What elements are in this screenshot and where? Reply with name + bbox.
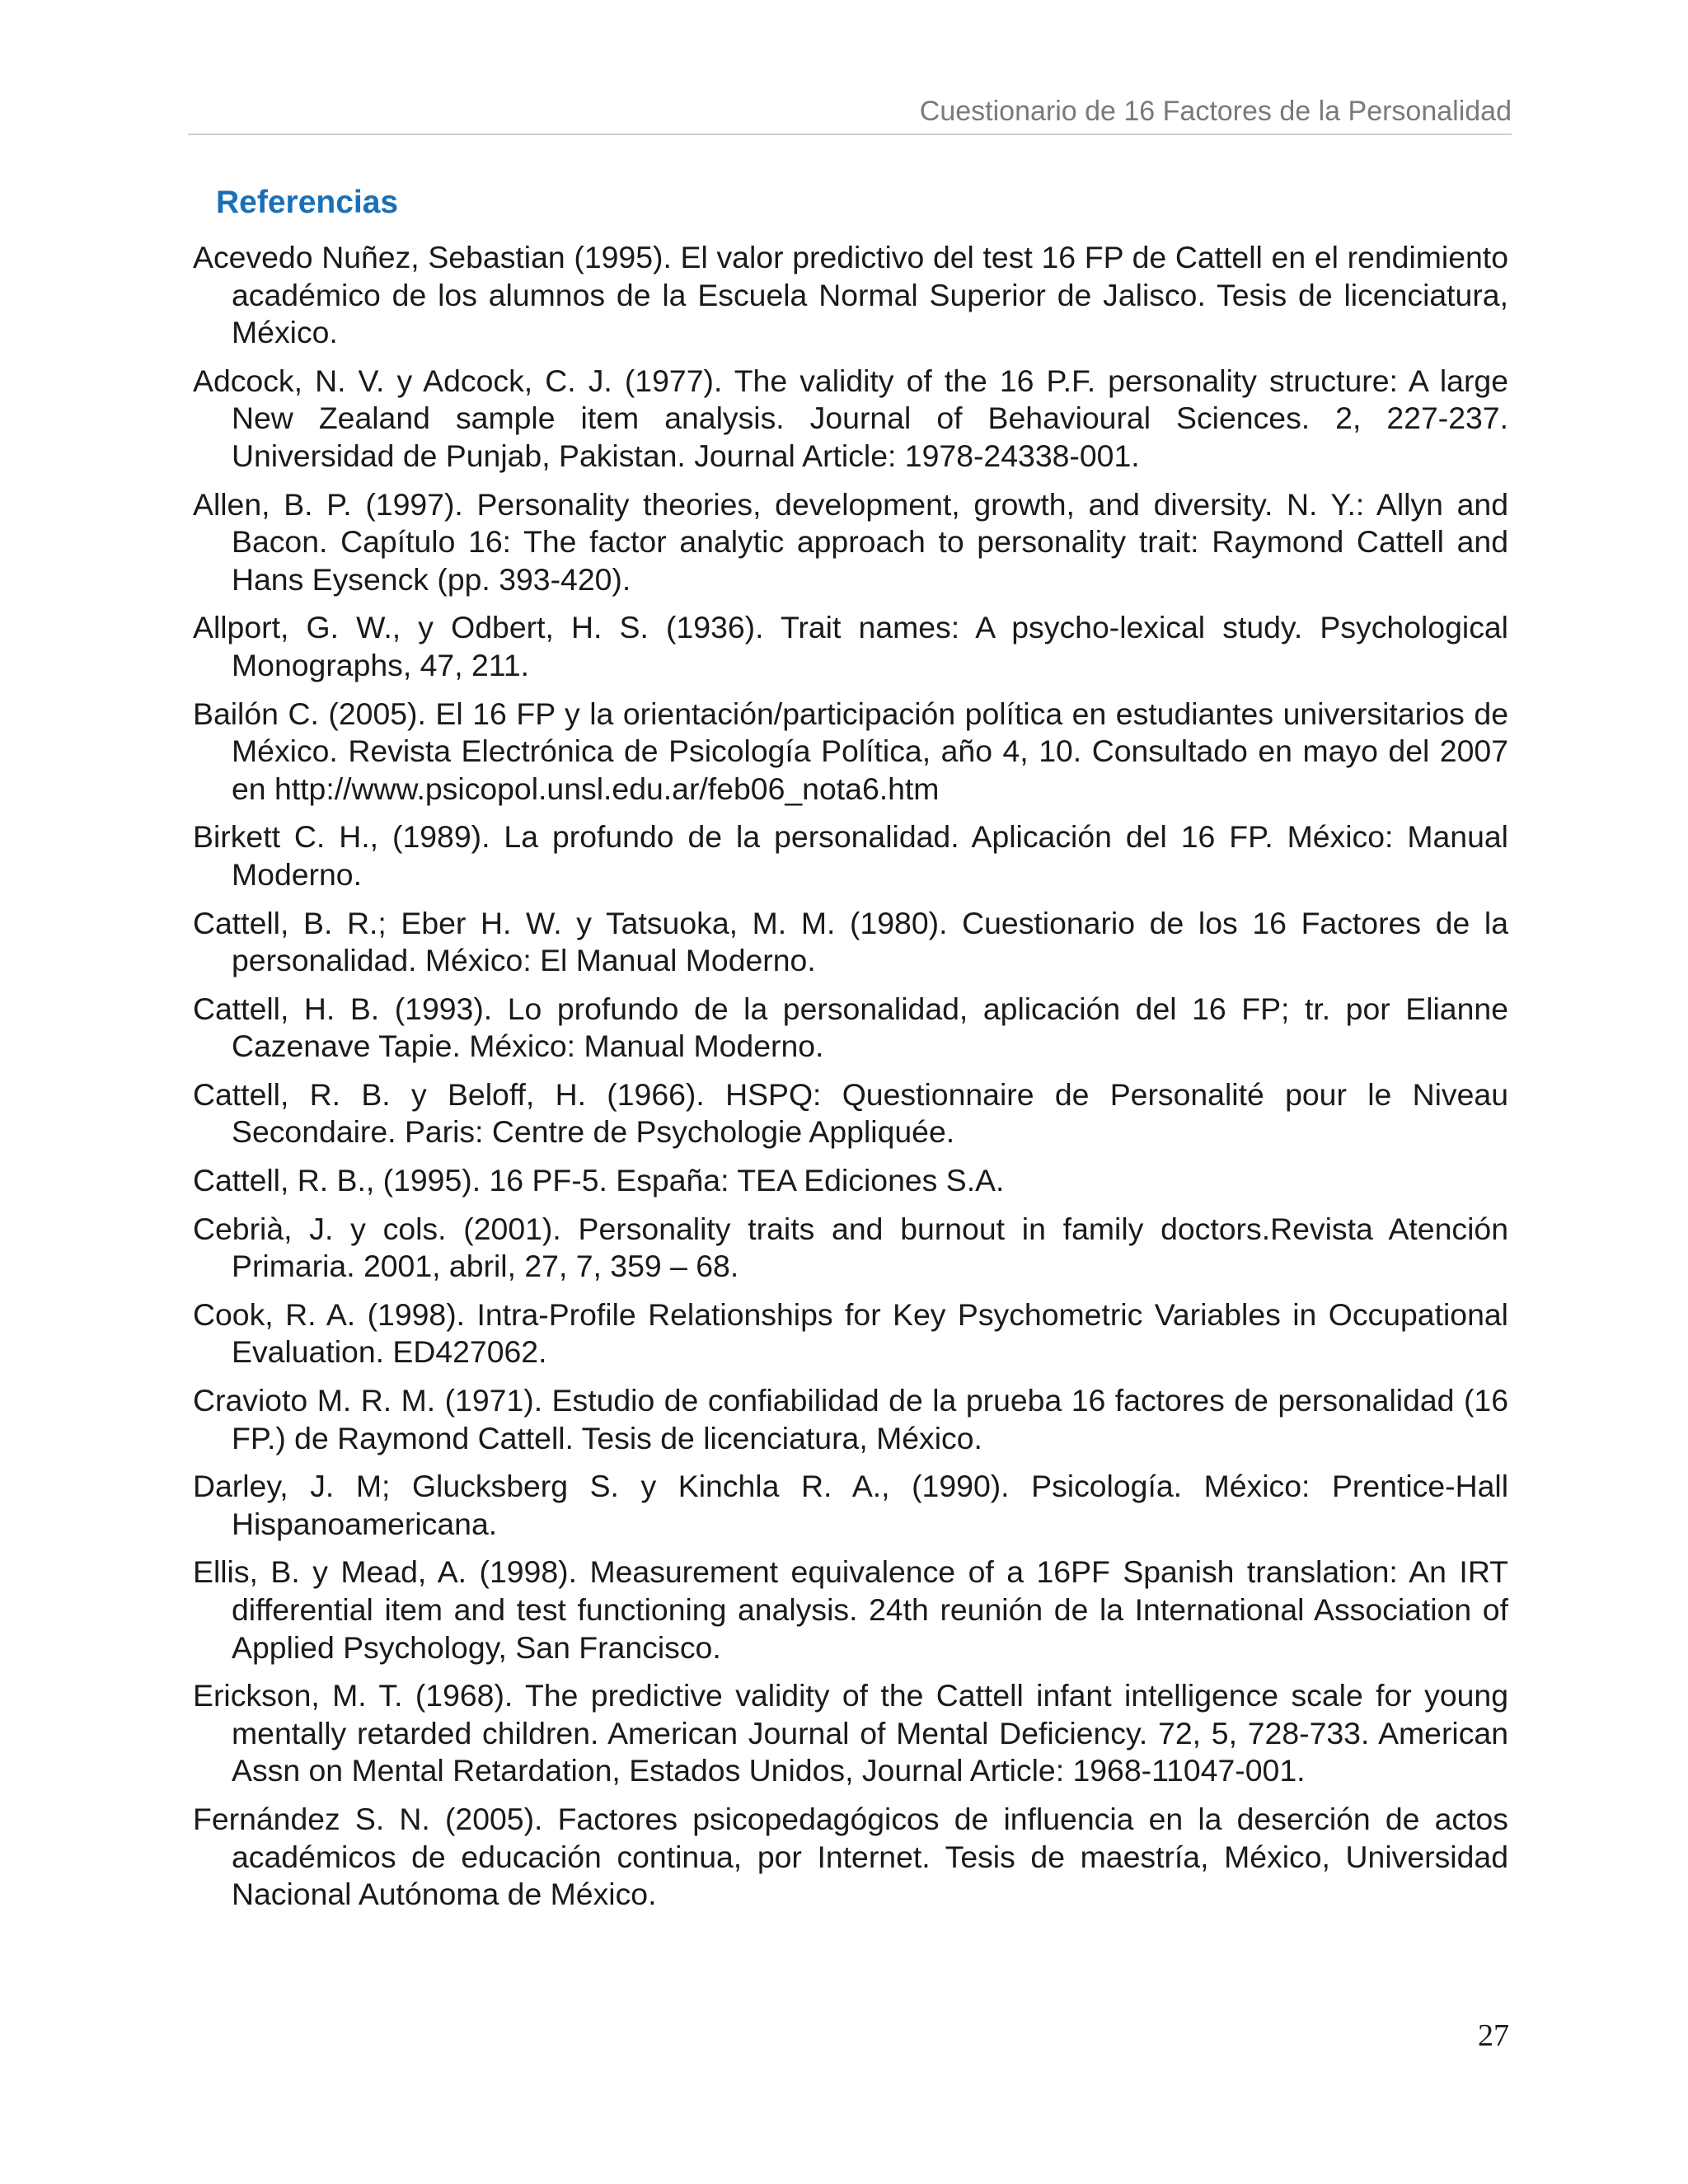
- reference-entry-acevedo: Acevedo Nuñez, Sebastian (1995). El valor predictivo del test 16 FP de Cattell en el rendimiento académico de los alumnos de la Escuela Normal Superior de Jalisco. Tesis de licenciatura, México.: [193, 240, 1508, 350]
- running-header-title: Cuestionario de 16 Factores de la Personalidad: [919, 96, 1512, 127]
- page-header: [188, 92, 1512, 135]
- reference-entry-allport: Allport, G. W., y Odbert, H. S. (1936). Trait names: A psycho-lexical study. Psychological Monographs, 47, 211.: [193, 610, 1508, 682]
- reference-entry-adcock: Adcock, N. V. y Adcock, C. J. (1977). The validity of the 16 P.F. personality structure: A large New Zealand sample item analysis. Journal of Behavioural Sciences. 2, 227-237. Universidad de Punjab, Pakistan. Journal Article: 1978-24338-001.: [193, 363, 1508, 473]
- reference-entry-bailon: Bailón C. (2005). El 16 FP y la orientación/participación política en estudiantes universitarios de México. Revista Electrónica de Psicología Política, año 4, 10. Consultado en mayo del 2007 en http://www.psicopol.unsl.edu.ar/feb06_nota6.htm: [193, 696, 1508, 806]
- page-number: 27: [1478, 2018, 1509, 2053]
- reference-list: [193, 239, 1508, 1924]
- reference-entry-fernandez: Fernández S. N. (2005). Factores psicopedagógicos de influencia en la deserción de actos académicos de educación continua, por Internet. Tesis de maestría, México, Universidad Nacional Autónoma de México.: [193, 1801, 1508, 1912]
- reference-entry-darley: Darley, J. M; Glucksberg S. y Kinchla R. A., (1990). Psicología. México: Prentice-Hall Hispanoamericana.: [193, 1469, 1508, 1541]
- reference-entry-cattell-1995: Cattell, R. B., (1995). 16 PF-5. España: TEA Ediciones S.A.: [193, 1163, 1005, 1198]
- reference-entry-cattell-1980: Cattell, B. R.; Eber H. W. y Tatsuoka, M. M. (1980). Cuestionario de los 16 Factores de la personalidad. México: El Manual Moderno.: [193, 905, 1508, 978]
- section-title: Referencias: [216, 185, 399, 220]
- reference-entry-cattell-1966: Cattell, R. B. y Beloff, H. (1966). HSPQ: Questionnaire de Personalité pour le Niveau Secondaire. Paris: Centre de Psychologie Appliquée.: [193, 1076, 1508, 1150]
- reference-entry-erickson: Erickson, M. T. (1968). The predictive validity of the Cattell infant intelligence scale for young mentally retarded children. American Journal of Mental Deficiency. 72, 5, 728-733. American Assn on Mental Retardation, Estados Unidos, Journal Article: 1968-11047-001.: [193, 1678, 1508, 1788]
- reference-entry-cravioto: Cravioto M. R. M. (1971). Estudio de confiabilidad de la prueba 16 factores de personalidad (16 FP.) de Raymond Cattell. Tesis de licenciatura, México.: [193, 1383, 1508, 1455]
- reference-entry-cook: Cook, R. A. (1998). Intra-Profile Relationships for Key Psychometric Variables in Occupational Evaluation. ED427062.: [193, 1296, 1508, 1370]
- reference-entry-cebria: Cebrià, J. y cols. (2001). Personality traits and burnout in family doctors.Revista Atención Primaria. 2001, abril, 27, 7, 359 – 68.: [193, 1211, 1508, 1284]
- reference-entry-ellis: Ellis, B. y Mead, A. (1998). Measurement equivalence of a 16PF Spanish translation: An IRT differential item and test functioning analysis. 24th reunión de la International Association of Applied Psychology, San Francisco.: [193, 1554, 1508, 1665]
- reference-entry-allen: Allen, B. P. (1997). Personality theories, development, growth, and diversity. N. Y.: Allyn and Bacon. Capítulo 16: The factor analytic approach to personality trait: Raymond Cattell and Hans Eysenck (pp. 393-420).: [193, 486, 1508, 597]
- reference-entry-cattell-1993: Cattell, H. B. (1993). Lo profundo de la personalidad, aplicación del 16 FP; tr. por Elianne Cazenave Tapie. México: Manual Moderno.: [193, 991, 1508, 1064]
- reference-entry-birkett: Birkett C. H., (1989). La profundo de la personalidad. Aplicación del 16 FP. México: Manual Moderno.: [193, 819, 1508, 892]
